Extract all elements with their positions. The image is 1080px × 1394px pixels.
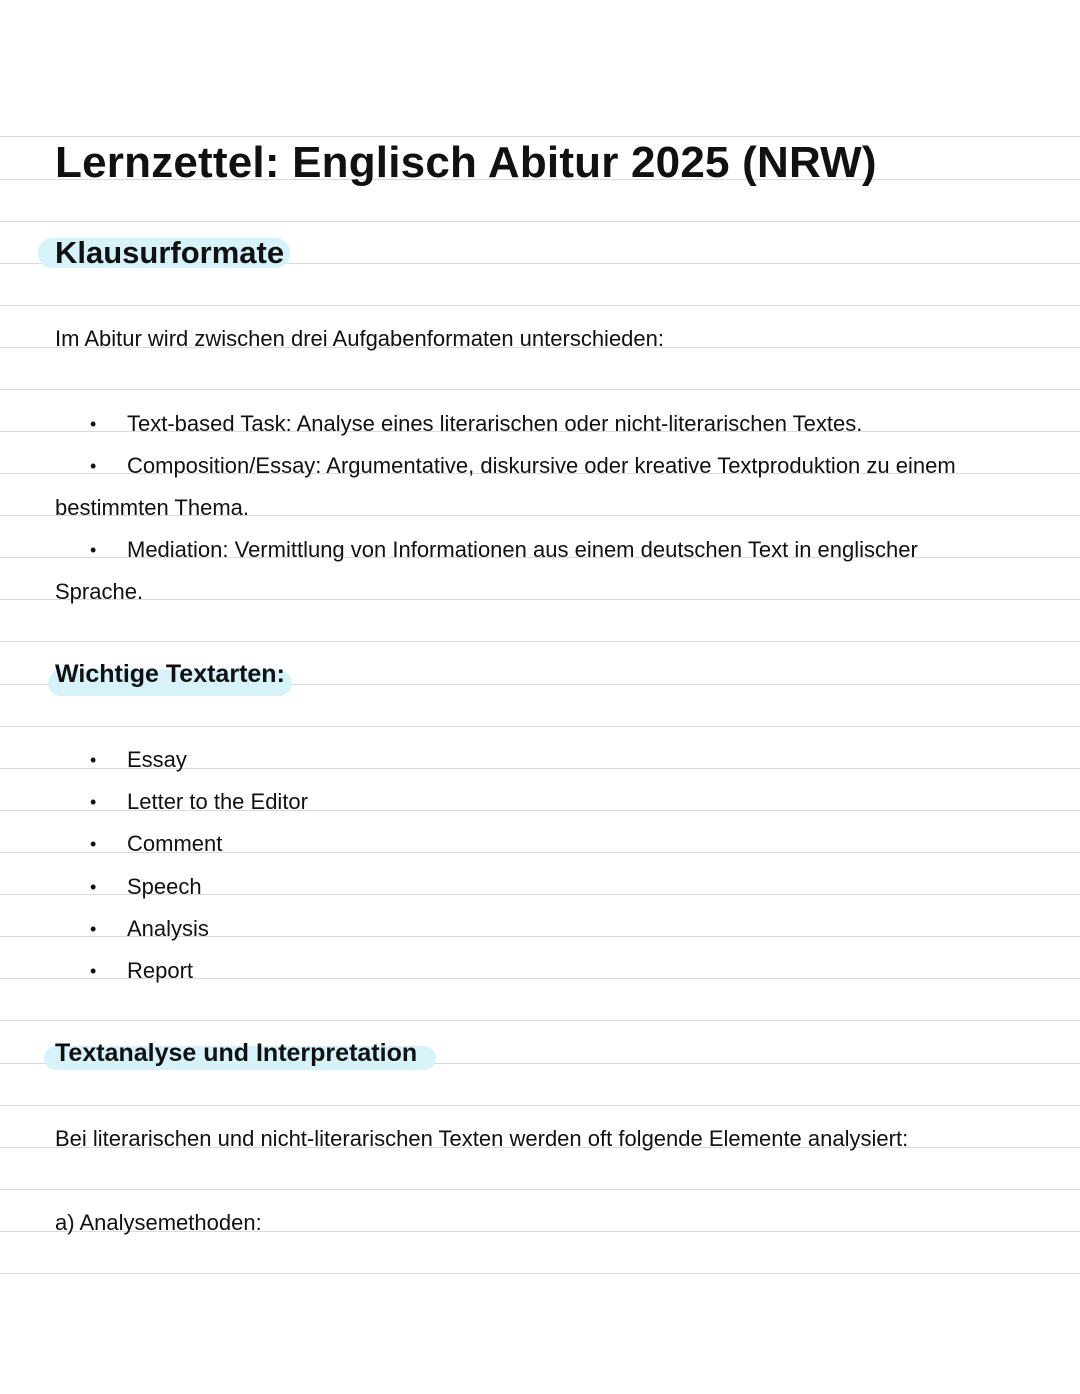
list-item-text: Analysis [127, 916, 209, 941]
bullet-icon: • [90, 456, 97, 476]
bullet-icon: • [90, 877, 97, 897]
list-item-text: Mediation: Vermittlung von Informationen aus einem deutschen Text in englischer [127, 537, 918, 562]
intro-paragraph: Im Abitur wird zwischen drei Aufgabenformaten unterschieden: [55, 326, 664, 351]
heading-text: Wichtige Textarten: [55, 660, 285, 688]
list-item-text: Text-based Task: Analyse eines literarischen oder nicht-literarischen Textes. [127, 411, 863, 436]
bullet-icon: • [90, 961, 97, 981]
bullet-icon: • [90, 540, 97, 560]
list-item-continuation: bestimmten Thema. [55, 495, 250, 520]
list-item-text: Comment [127, 831, 223, 856]
bullet-icon: • [90, 792, 97, 812]
analysis-intro-paragraph: Bei literarischen und nicht-literarischen Texten werden oft folgende Elemente analysiert: [55, 1126, 909, 1151]
subheading-analysemethoden: a) Analysemethoden: [55, 1210, 262, 1235]
list-item-text: Composition/Essay: Argumentative, diskursive oder kreative Textproduktion zu einem [127, 453, 956, 478]
bullet-icon: • [90, 919, 97, 939]
bullet-icon: • [90, 414, 97, 434]
list-item-continuation: Sprache. [55, 579, 144, 604]
page-title: Lernzettel: Englisch Abitur 2025 (NRW) [55, 138, 877, 187]
heading-text: Klausurformate [55, 235, 285, 270]
list-item-text: Speech [127, 874, 202, 899]
bullet-icon: • [90, 834, 97, 854]
bullet-icon: • [90, 750, 97, 770]
heading-text: Textanalyse und Interpretation [55, 1039, 418, 1067]
list-item-text: Essay [127, 747, 187, 772]
list-item-text: Letter to the Editor [127, 789, 308, 814]
list-item-text: Report [127, 958, 194, 983]
